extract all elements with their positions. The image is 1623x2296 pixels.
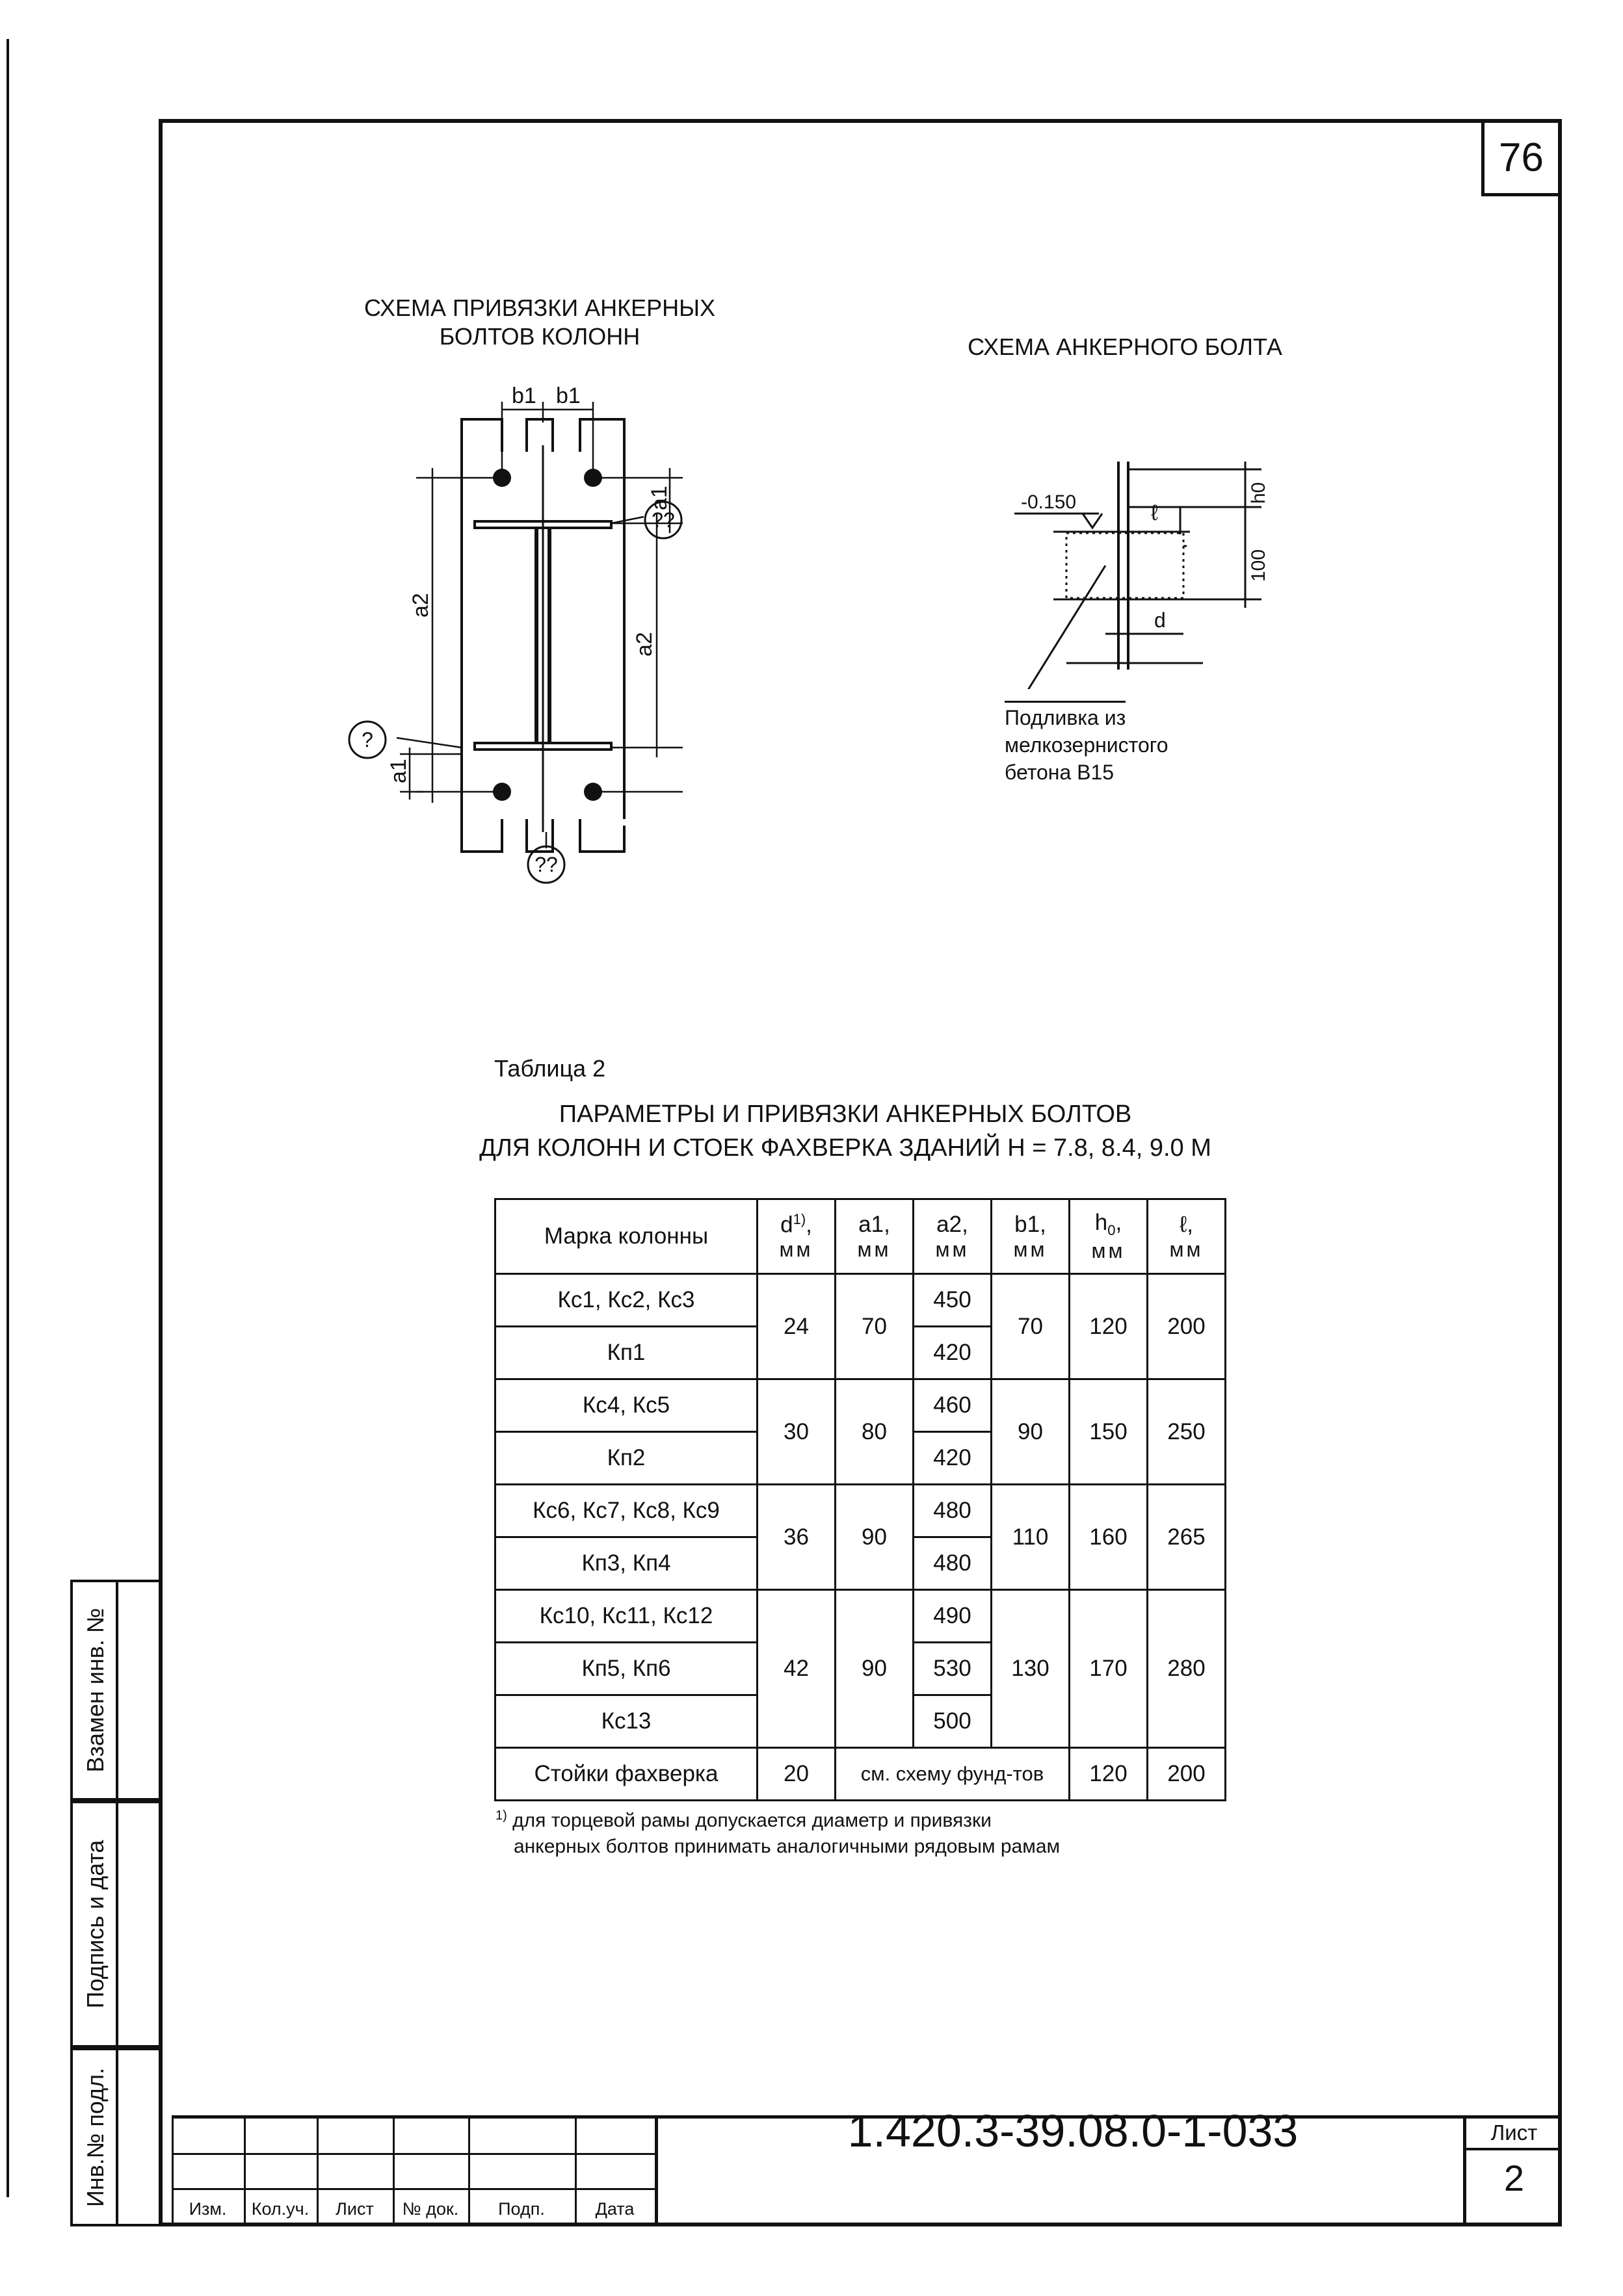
cell-a2: 460 bbox=[914, 1379, 992, 1432]
anchor-bolt-scheme bbox=[988, 455, 1287, 689]
cell-a1: 80 bbox=[836, 1379, 914, 1485]
cell-a1: 90 bbox=[836, 1590, 914, 1748]
cell-l: 265 bbox=[1148, 1485, 1226, 1590]
header-a1-text: a1, bbox=[858, 1211, 890, 1237]
cell-l: 280 bbox=[1148, 1590, 1226, 1748]
dim-100-label: 100 bbox=[1248, 549, 1269, 582]
header-a1-unit: мм bbox=[857, 1237, 891, 1261]
header-h0-sub: 0 bbox=[1107, 1222, 1116, 1238]
sheet-label: Лист bbox=[1490, 2120, 1538, 2145]
cell-a2: 530 bbox=[914, 1643, 992, 1695]
cell-mark: Кп2 bbox=[495, 1432, 758, 1485]
tb-col-doc: № док. bbox=[402, 2199, 459, 2219]
header-d-text: d bbox=[780, 1212, 793, 1238]
header-l-text: ℓ, bbox=[1179, 1211, 1194, 1237]
tb-col-sign: Подп. bbox=[498, 2199, 545, 2219]
cell-a2: 420 bbox=[914, 1432, 992, 1485]
header-a2-text: a2, bbox=[936, 1211, 968, 1237]
footnote-line1: для торцевой рамы допускается диаметр и привязки bbox=[512, 1810, 992, 1831]
header-b1-unit: мм bbox=[1013, 1237, 1048, 1261]
dim-a2-right: a2 bbox=[632, 632, 657, 657]
cell-a1: 90 bbox=[836, 1485, 914, 1590]
table-row bbox=[495, 1590, 1226, 1643]
stamp-signature-date-label: Подпись и дата bbox=[82, 1840, 109, 2009]
table-row bbox=[495, 1274, 1226, 1327]
cell-merged-note: см. схему фунд-тов bbox=[836, 1748, 1070, 1801]
cell-mark: Кс10, Кс11, Кс12 bbox=[495, 1590, 758, 1643]
header-h0-unit: мм bbox=[1091, 1239, 1126, 1262]
cell-h0: 120 bbox=[1070, 1274, 1148, 1379]
callout-label-top: ?? bbox=[652, 508, 675, 532]
cell-l: 200 bbox=[1148, 1748, 1226, 1801]
footnote-line2: анкерных болтов принимать аналогичными рядовым рамам bbox=[514, 1836, 1061, 1857]
dim-l-label: ℓ bbox=[1151, 501, 1158, 525]
cell-a2: 420 bbox=[914, 1327, 992, 1379]
grout-note-line1: Подливка из bbox=[1005, 701, 1126, 731]
left-diagram-title-line1: СХЕМА ПРИВЯЗКИ АНКЕРНЫХ bbox=[363, 294, 716, 321]
column-anchor-scheme bbox=[338, 384, 728, 891]
cell-h0: 160 bbox=[1070, 1485, 1148, 1590]
stamp-replaced-inv bbox=[70, 1580, 163, 1801]
cell-h0: 170 bbox=[1070, 1590, 1148, 1748]
tb-col-list: Лист bbox=[336, 2199, 374, 2219]
cell-mark: Кс6, Кс7, Кс8, Кс9 bbox=[495, 1485, 758, 1537]
cell-a2: 490 bbox=[914, 1590, 992, 1643]
dim-a2-left: a2 bbox=[408, 593, 433, 618]
cell-a1: 70 bbox=[836, 1274, 914, 1379]
header-d-sup: 1) bbox=[793, 1210, 806, 1227]
callout-label-bottom: ?? bbox=[534, 853, 558, 876]
header-a2-unit: мм bbox=[935, 1237, 970, 1261]
dim-b1-right: b1 bbox=[556, 384, 581, 408]
cell-mark: Кп1 bbox=[495, 1327, 758, 1379]
table-row bbox=[495, 1748, 1226, 1801]
cell-a2: 480 bbox=[914, 1537, 992, 1590]
cell-d: 30 bbox=[758, 1379, 836, 1485]
table-footnote bbox=[495, 1803, 1060, 1860]
table-title bbox=[390, 1097, 1300, 1165]
stamp-signature-date bbox=[70, 1801, 163, 2048]
cell-b1: 110 bbox=[992, 1485, 1070, 1590]
right-diagram-title: СХЕМА АНКЕРНОГО БОЛТА bbox=[968, 333, 1282, 360]
table-title-line2: ДЛЯ КОЛОНН И СТОЕК ФАХВЕРКА ЗДАНИЙ H = 7.8, 8.4, 9.0 M bbox=[479, 1134, 1211, 1162]
grout-note bbox=[1005, 701, 1278, 786]
cell-a2: 480 bbox=[914, 1485, 992, 1537]
callout-label-left: ? bbox=[362, 728, 373, 751]
table-header-row bbox=[495, 1199, 1226, 1274]
header-mark: Марка колонны bbox=[495, 1199, 758, 1274]
cell-h0: 120 bbox=[1070, 1748, 1148, 1801]
header-a1 bbox=[836, 1199, 914, 1274]
dim-a1-top: a1 bbox=[647, 486, 672, 510]
left-diagram-title-line2: БОЛТОВ КОЛОНН bbox=[439, 323, 640, 350]
left-diagram-title bbox=[338, 294, 741, 351]
cell-d: 36 bbox=[758, 1485, 836, 1590]
cell-d: 20 bbox=[758, 1748, 836, 1801]
stamp-inventory-label: Инв.№ подл. bbox=[82, 2067, 109, 2207]
dim-h0-label: h0 bbox=[1248, 482, 1269, 504]
cell-l: 200 bbox=[1148, 1274, 1226, 1379]
dim-d-label: d bbox=[1154, 608, 1166, 632]
cell-mark: Стойки фахверка bbox=[495, 1748, 758, 1801]
page-number: 76 bbox=[1481, 122, 1558, 196]
cell-mark: Кп5, Кп6 bbox=[495, 1643, 758, 1695]
dim-b1-left: b1 bbox=[512, 384, 536, 408]
sheet-number: 2 bbox=[1503, 2158, 1525, 2198]
header-d bbox=[758, 1199, 836, 1274]
table-row bbox=[495, 1485, 1226, 1537]
anchor-bolts-table bbox=[494, 1198, 1226, 1801]
cell-mark: Кс1, Кс2, Кс3 bbox=[495, 1274, 758, 1327]
header-l-unit: мм bbox=[1169, 1237, 1204, 1261]
header-b1 bbox=[992, 1199, 1070, 1274]
cell-a2: 500 bbox=[914, 1695, 992, 1748]
cell-l: 250 bbox=[1148, 1379, 1226, 1485]
cell-mark: Кп3, Кп4 bbox=[495, 1537, 758, 1590]
header-h0-text: h bbox=[1094, 1210, 1108, 1235]
table-row bbox=[495, 1379, 1226, 1432]
tb-col-izm: Изм. bbox=[189, 2199, 227, 2219]
cell-b1: 90 bbox=[992, 1379, 1070, 1485]
dim-a1-bottom: a1 bbox=[386, 759, 411, 783]
cell-mark: Кс4, Кс5 bbox=[495, 1379, 758, 1432]
cell-d: 42 bbox=[758, 1590, 836, 1748]
table-title-line1: ПАРАМЕТРЫ И ПРИВЯЗКИ АНКЕРНЫХ БОЛТОВ bbox=[559, 1101, 1132, 1128]
header-a2 bbox=[914, 1199, 992, 1274]
cell-b1: 70 bbox=[992, 1274, 1070, 1379]
stamp-inventory bbox=[70, 2048, 163, 2226]
header-l bbox=[1148, 1199, 1226, 1274]
header-h0-comma: , bbox=[1115, 1210, 1122, 1235]
cell-b1: 130 bbox=[992, 1590, 1070, 1748]
tb-col-kol-uch: Кол.уч. bbox=[251, 2199, 310, 2219]
cell-h0: 150 bbox=[1070, 1379, 1148, 1485]
table-label: Таблица 2 bbox=[494, 1055, 606, 1082]
footnote-mark: 1) bbox=[495, 1808, 507, 1823]
header-h0 bbox=[1070, 1199, 1148, 1274]
stamp-replaced-inv-label: Взамен инв. № bbox=[82, 1608, 109, 1773]
elevation-label: -0.150 bbox=[1021, 491, 1077, 513]
header-d-comma: , bbox=[806, 1212, 812, 1238]
cell-mark: Кс13 bbox=[495, 1695, 758, 1748]
grout-note-line3: бетона B15 bbox=[1005, 761, 1115, 784]
header-d-unit: мм bbox=[779, 1238, 813, 1262]
tb-col-date: Дата bbox=[595, 2199, 635, 2219]
cell-d: 24 bbox=[758, 1274, 836, 1379]
cell-a2: 450 bbox=[914, 1274, 992, 1327]
header-b1-text: b1, bbox=[1014, 1211, 1046, 1237]
binding-edge-line bbox=[7, 39, 9, 2197]
grout-note-line2: мелкозернистого bbox=[1005, 733, 1168, 757]
document-number: 1.420.3-39.08.0-1-033 bbox=[847, 2106, 1299, 2156]
